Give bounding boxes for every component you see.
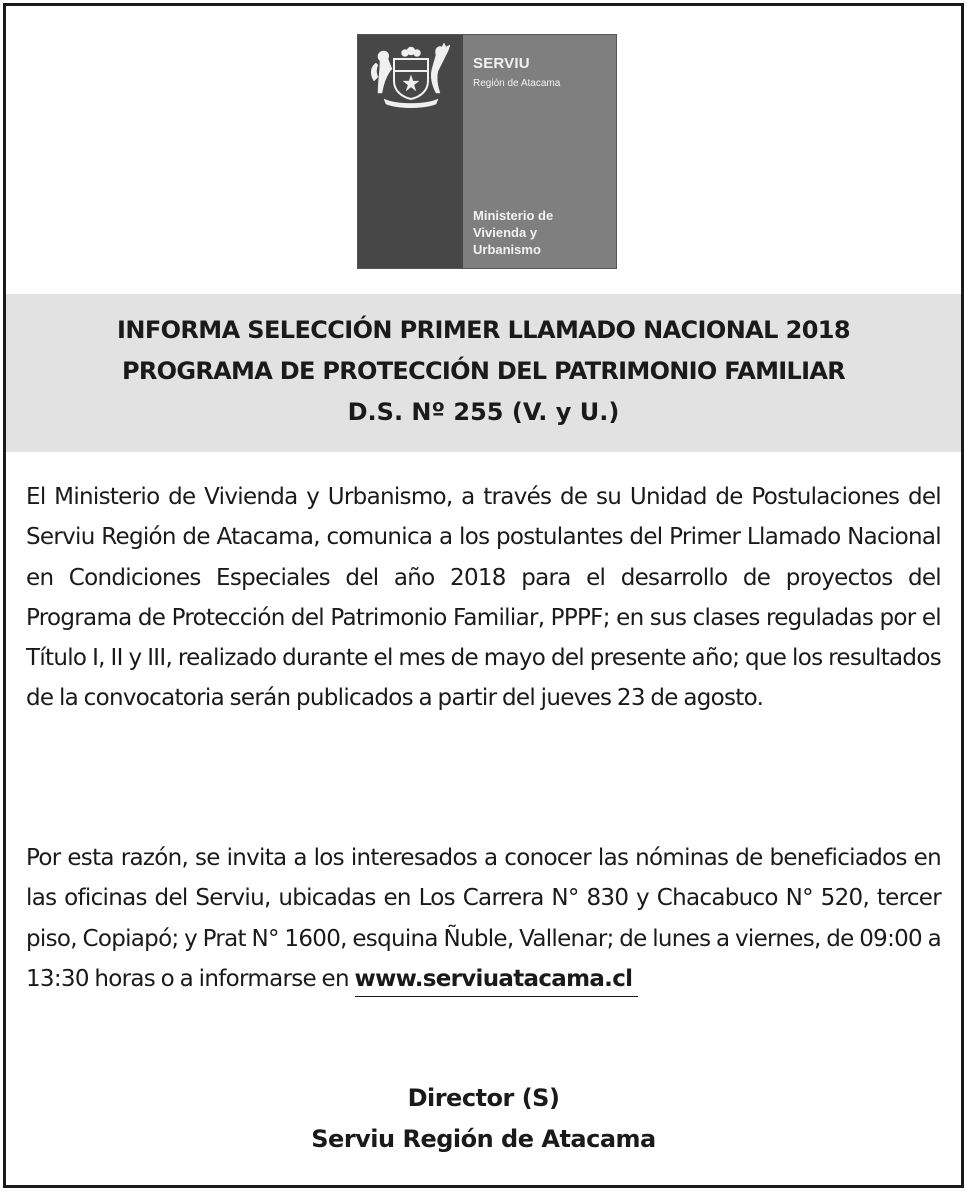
notice-title: [6, 294, 961, 452]
logo-ministry-line: Vivienda y: [473, 225, 538, 240]
logo-ministry: [473, 207, 553, 258]
body-paragraph-2-text: Por esta razón, se invita a los interesados a conocer las nóminas de beneficiados en las oficinas del Serviu, ubicadas en Los Carrera N° 830 y Chacabuco N° 520, tercer piso, Copiapó; y Prat N° 1600, esquina Ñuble, Vallenar; de lunes a viernes, de 09:00 a 13:30 horas o a informarse en: [26, 845, 941, 992]
title-line-3: D.S. Nº 255 (V. y U.): [347, 398, 620, 426]
signature-title: Director (S): [407, 1084, 560, 1112]
serviu-logo: [357, 34, 617, 269]
title-line-1: INFORMA SELECCIÓN PRIMER LLAMADO NACIONAL 2018: [117, 316, 850, 344]
chile-coat-of-arms-icon: [366, 41, 456, 111]
logo-org-name: SERVIU: [473, 55, 530, 72]
logo-emblem-panel: [358, 35, 463, 268]
logo-text-panel: [463, 35, 616, 268]
signature-block: [6, 1078, 961, 1160]
signature-org: Serviu Región de Atacama: [311, 1125, 656, 1153]
notice-frame: [3, 3, 964, 1188]
body-paragraph-1: El Ministerio de Vivienda y Urbanismo, a través de su Unidad de Postulaciones del Serviu Región de Atacama, comunica a los postulantes del Primer Llamado Nacional en Condiciones Especiales del año 2018 para el desarrollo de proyectos del Programa de Protección del Patrimonio Familiar, PPPF; en sus clases reguladas por el Título I, II y III, realizado durante el mes de mayo del presente año; que los resultados de la convocatoria serán publicados a partir del jueves 23 de agosto.: [26, 484, 941, 712]
logo-ministry-line: Urbanismo: [473, 242, 541, 257]
body-paragraph-2: [26, 838, 941, 999]
logo-ministry-line: Ministerio de: [473, 208, 554, 223]
title-line-2: PROGRAMA DE PROTECCIÓN DEL PATRIMONIO FAMILIAR: [122, 357, 845, 385]
logo-region: Región de Atacama: [473, 78, 561, 89]
website-link[interactable]: www.serviuatacama.cl: [355, 966, 639, 997]
